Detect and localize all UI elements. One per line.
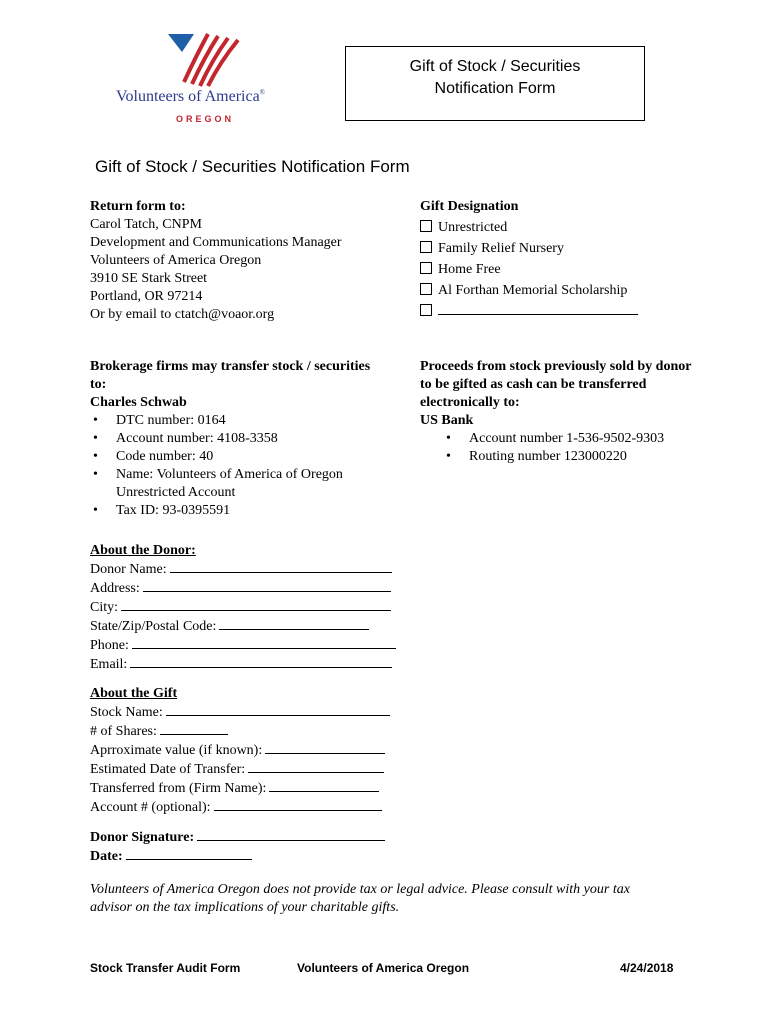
designation-option-other[interactable] [420, 301, 638, 322]
gift-section [90, 685, 390, 817]
checkbox[interactable] [420, 304, 432, 316]
header-box-line1: Gift of Stock / Securities [409, 58, 581, 75]
brokerage-section [90, 358, 370, 520]
brokerage-item: • Name: Volunteers of America of Oregon Unrestricted Account [116, 466, 370, 502]
proceeds-bank: US Bank [420, 413, 474, 428]
designation-option-home-free[interactable]: Home Free [420, 259, 638, 280]
donor-phone-field[interactable]: Phone: [90, 636, 396, 655]
proceeds-item: • Account number 1-536-9502-9303 [469, 430, 691, 448]
donor-heading: About the Donor: [90, 543, 196, 558]
checkbox[interactable] [420, 220, 432, 232]
donor-signature-field[interactable]: Donor Signature: [90, 828, 385, 847]
transfer-date-field[interactable]: Estimated Date of Transfer: [90, 760, 390, 779]
stock-name-field[interactable]: Stock Name: [90, 703, 390, 722]
footer-center: Volunteers of America Oregon [297, 961, 470, 975]
logo-registered-mark: ® [259, 88, 265, 97]
gift-heading: About the Gift [90, 686, 178, 701]
proceeds-heading: electronically to: [420, 395, 520, 410]
shares-field[interactable]: # of Shares: [90, 722, 390, 741]
return-to-line: Development and Communications Manager [90, 235, 342, 250]
return-to-section [90, 198, 342, 324]
donor-city-field[interactable]: City: [90, 598, 396, 617]
checkbox[interactable] [420, 241, 432, 253]
footer-left: Stock Transfer Audit Form [90, 961, 241, 975]
designation-option-family-relief-nursery[interactable]: Family Relief Nursery [420, 238, 638, 259]
return-to-line: Portland, OR 97214 [90, 289, 203, 304]
return-to-line: 3910 SE Stark Street [90, 271, 208, 286]
logo-flag-icon [168, 30, 248, 90]
brokerage-firm: Charles Schwab [90, 395, 187, 410]
proceeds-heading: Proceeds from stock previously sold by donor [420, 359, 692, 374]
signature-section [90, 828, 385, 866]
logo-region: OREGON [176, 114, 235, 124]
brokerage-item: • DTC number: 0164 [116, 412, 370, 430]
footer-right: 4/24/2018 [620, 961, 674, 975]
donor-section [90, 542, 396, 674]
donor-state-zip-field[interactable]: State/Zip/Postal Code: [90, 617, 396, 636]
donor-address-field[interactable]: Address: [90, 579, 396, 598]
logo [112, 30, 292, 130]
proceeds-item: • Routing number 123000220 [469, 448, 691, 466]
brokerage-heading-cont: to: [90, 377, 107, 392]
return-to-line: Carol Tatch, CNPM [90, 217, 202, 232]
checkbox[interactable] [420, 283, 432, 295]
return-to-line: Volunteers of America Oregon [90, 253, 262, 268]
brokerage-item: • Account number: 4108-3358 [116, 430, 370, 448]
brokerage-heading: Brokerage firms may transfer stock / securities [90, 359, 371, 374]
gift-designation-heading: Gift Designation [420, 199, 519, 214]
brokerage-item: • Code number: 40 [116, 448, 370, 466]
donor-name-field[interactable]: Donor Name: [90, 560, 396, 579]
donor-email-field[interactable]: Email: [90, 655, 396, 674]
designation-other-field[interactable] [438, 302, 638, 315]
designation-option-scholarship[interactable]: Al Forthan Memorial Scholarship [420, 280, 638, 301]
signature-date-field[interactable]: Date: [90, 847, 385, 866]
return-to-email: Or by email to ctatch@voaor.org [90, 307, 275, 322]
checkbox[interactable] [420, 262, 432, 274]
logo-wordmark: Volunteers of America [116, 88, 260, 105]
brokerage-item: • Tax ID: 93-0395591 [116, 502, 370, 520]
designation-option-unrestricted[interactable]: Unrestricted [420, 217, 638, 238]
proceeds-heading: to be gifted as cash can be transferred [420, 377, 647, 392]
account-number-field[interactable]: Account # (optional): [90, 798, 390, 817]
disclaimer: Volunteers of America Oregon does not provide tax or legal advice. Please consult with your tax advisor on the tax implications of your charitable gifts. [90, 882, 630, 915]
firm-name-field[interactable]: Transferred from (Firm Name): [90, 779, 390, 798]
return-to-heading: Return form to: [90, 199, 186, 214]
header-box [345, 46, 645, 121]
page-title: Gift of Stock / Securities Notification Form [95, 157, 410, 176]
proceeds-section [420, 358, 691, 466]
gift-designation-section [420, 198, 638, 322]
approximate-value-field[interactable]: Aprroximate value (if known): [90, 741, 390, 760]
header-box-line2: Notification Form [434, 80, 556, 97]
